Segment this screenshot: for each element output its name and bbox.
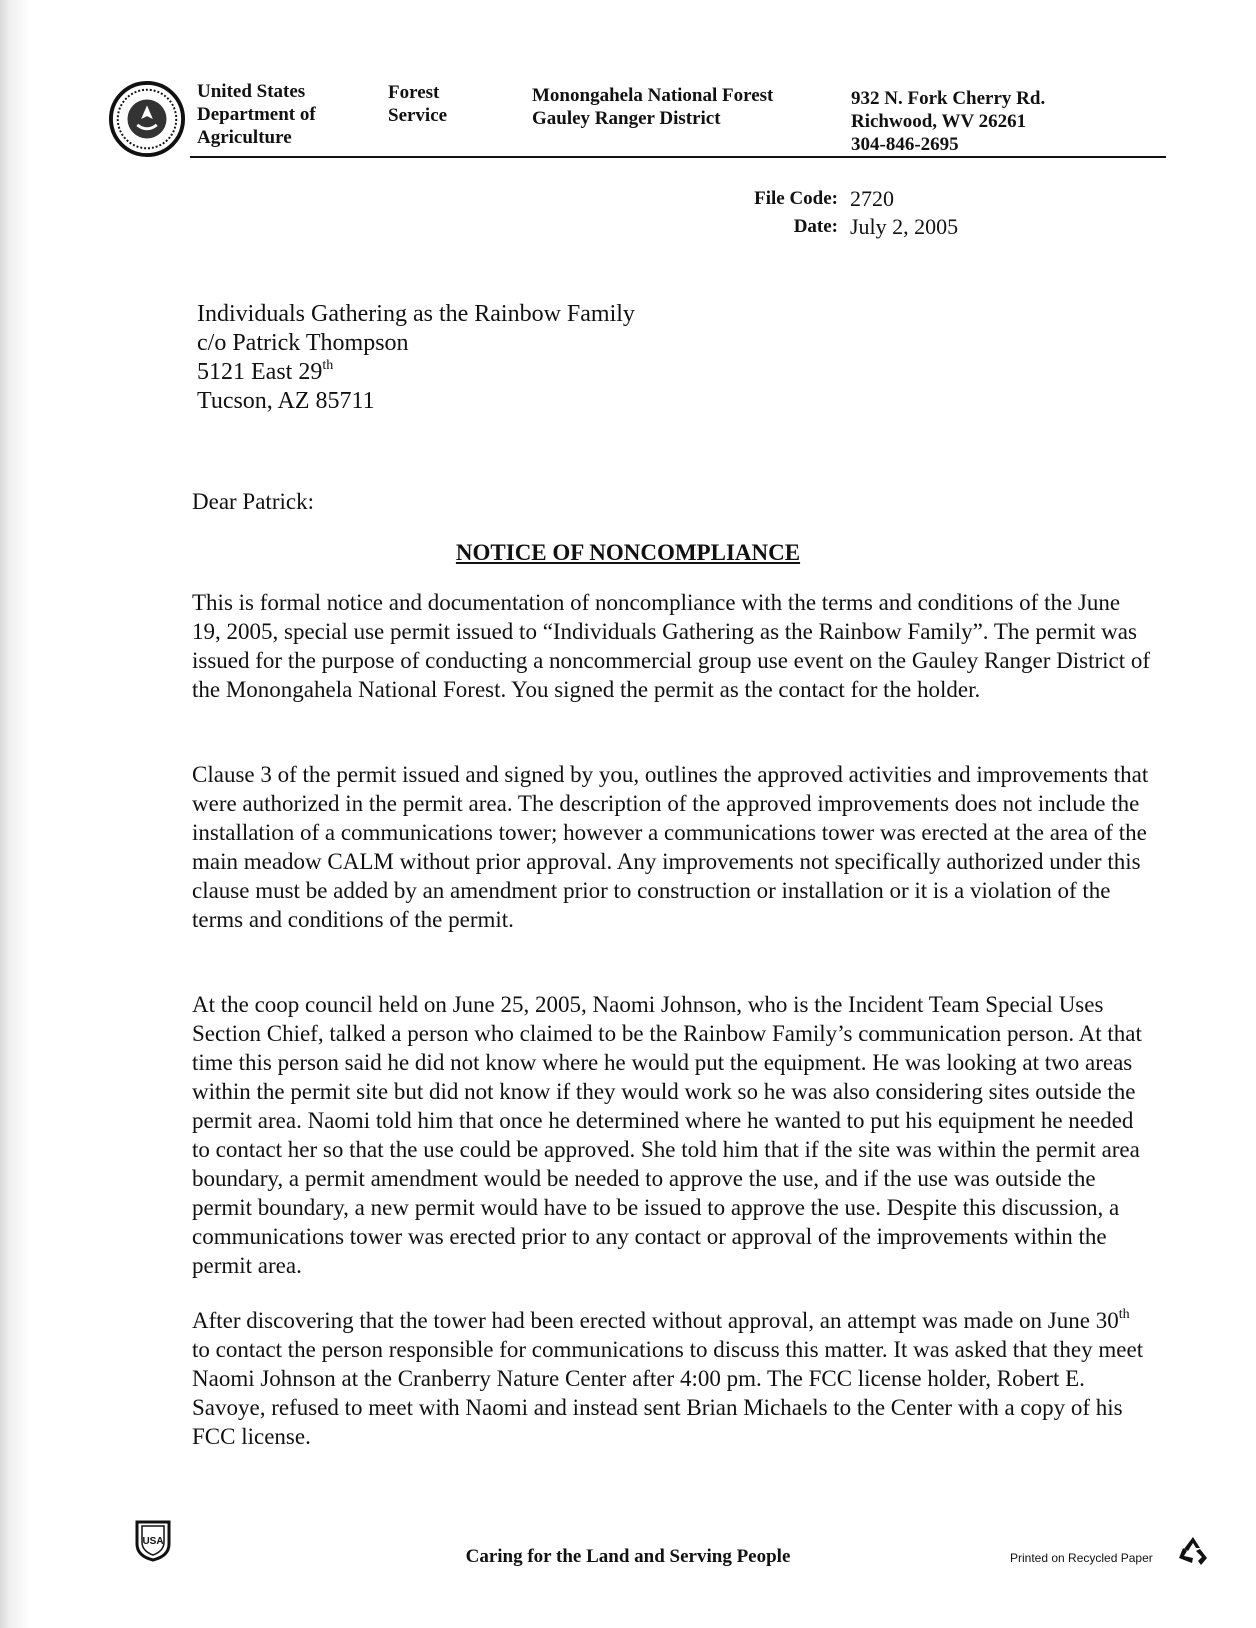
- usda-seal-icon: [108, 80, 186, 158]
- footer-motto: Caring for the Land and Serving People: [465, 1546, 791, 1567]
- paragraph-segment: After discovering that the tower had been erected without approval, an attempt was made on June 30: [192, 1308, 1119, 1333]
- salutation: Dear Patrick:: [192, 489, 314, 514]
- address-line: 932 N. Fork Cherry Rd.: [851, 88, 1046, 109]
- shield-text: USA: [142, 1536, 164, 1547]
- recipient-line: Individuals Gathering as the Rainbow Family: [197, 301, 635, 327]
- agency-line: Department of: [197, 104, 316, 125]
- recycled-paper-note: Printed on Recycled Paper: [1010, 1551, 1153, 1565]
- office-name: [532, 84, 773, 130]
- date-value: July 2, 2005: [850, 214, 959, 239]
- body-paragraph-1: [192, 588, 1152, 704]
- body-paragraph-2: [192, 760, 1152, 934]
- service-name: [388, 81, 447, 127]
- file-code-label: File Code:: [754, 188, 838, 209]
- paragraph-text: [192, 1306, 1152, 1451]
- service-line: Forest: [388, 82, 440, 103]
- paragraph-segment: to contact the person responsible for communications to discuss this matter. It was asked that they meet Naomi Johnson at the Cranberry Nature Center after 4:00 pm. The FCC license holder, Robert E. Savoye, refused to meet with Naomi and instead sent Brian Michaels to the Center with a copy of his FCC license.: [192, 1337, 1144, 1449]
- recipient-line: Tucson, AZ 85711: [197, 388, 375, 414]
- recipient-address: [197, 300, 635, 416]
- address-line: Richwood, WV 26261: [851, 111, 1027, 132]
- recipient-line: [197, 358, 635, 387]
- date-ordinal: th: [1118, 1307, 1130, 1322]
- recycle-icon: [1176, 1534, 1210, 1568]
- office-address: [851, 87, 1045, 156]
- paragraph-text: This is formal notice and documentation of noncompliance with the terms and conditions of the June 19, 2005, special use permit issued to “Individuals Gathering as the Rainbow Family”. The permit was issued for the purpose of conducting a noncommercial group use event on the Gauley Ranger District of the Monongahela National Forest. You signed the permit as the contact for the holder.: [192, 590, 1151, 702]
- agency-line: United States: [197, 81, 306, 102]
- date-label: Date:: [793, 216, 838, 237]
- letterhead-rule: [190, 156, 1166, 158]
- service-line: Service: [388, 105, 448, 126]
- body-paragraph-3: [192, 990, 1152, 1280]
- file-code-value: 2720: [850, 186, 894, 211]
- street: 5121 East 29: [197, 359, 323, 385]
- street-ordinal: th: [322, 358, 334, 373]
- recipient-line: c/o Patrick Thompson: [197, 330, 409, 356]
- body-paragraph-4: [192, 1306, 1152, 1451]
- paragraph-text: At the coop council held on June 25, 2005, Naomi Johnson, who is the Incident Team Special Uses Section Chief, talked a person who claimed to be the Rainbow Family’s communication person. At that time this person said he did not know where he would put the equipment. He was looking at two areas within the permit site but did not know if they would work so he was also considering sites outside the permit area. Naomi told him that once he determined where he wanted to put his equipment he needed to contact her so that the use could be approved. She told him that if the site was within the permit area boundary, a permit amendment would be needed to approve the use, and if the use was outside the permit boundary, a new permit would have to be issued to approve the use. Despite this discussion, a communications tower was erected prior to any contact or approval of the improvements within the permit area.: [192, 992, 1142, 1278]
- scan-edge: [0, 0, 30, 1628]
- office-line: Monongahela National Forest: [532, 85, 774, 106]
- paragraph-text: Clause 3 of the permit issued and signed by you, outlines the approved activities and improvements that were authorized in the permit area. The description of the approved improvements does not include the installation of a communications tower; however a communications tower was erected at the area of the main meadow CALM without prior approval. Any improvements not specifically authorized under this clause must be added by an amendment prior to construction or installation or it is a violation of the terms and conditions of the permit.: [192, 762, 1149, 932]
- address-line: 304-846-2695: [851, 134, 959, 155]
- notice-title: NOTICE OF NONCOMPLIANCE: [455, 540, 801, 565]
- agency-line: Agriculture: [197, 127, 292, 148]
- office-line: Gauley Ranger District: [532, 108, 721, 129]
- agency-name: [197, 80, 316, 149]
